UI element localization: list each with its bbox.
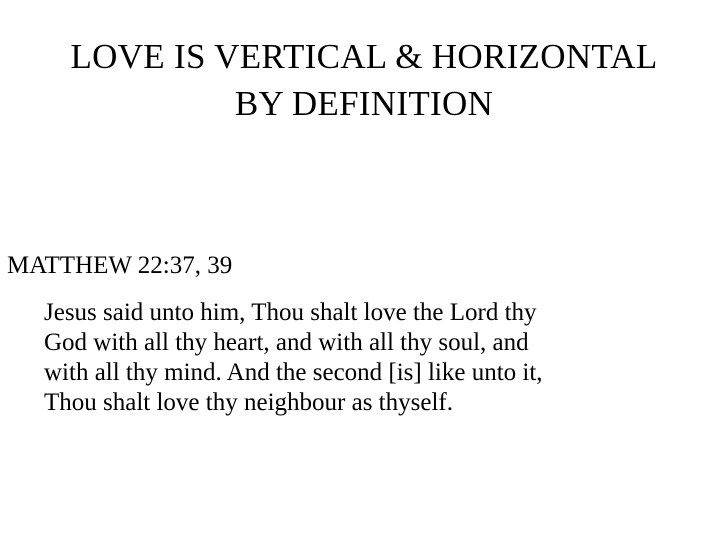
verse-line: God with all thy heart, and with all thy soul, and (44, 329, 529, 356)
verse-line: Jesus said unto him, Thou shalt love the Lord thy (44, 299, 537, 326)
slide-title (22, 33, 706, 127)
scripture-reference: MATTHEW 22:37, 39 (7, 252, 233, 279)
verse-line: Thou shalt love thy neighbour as thyself. (44, 389, 453, 416)
slide-title-line: LOVE IS VERTICAL & HORIZONTAL (70, 37, 658, 76)
verse-line: with all thy mind. And the second [is] like unto it, (44, 359, 543, 386)
slide-title-line: BY DEFINITION (234, 84, 494, 123)
scripture-verse (44, 298, 720, 418)
